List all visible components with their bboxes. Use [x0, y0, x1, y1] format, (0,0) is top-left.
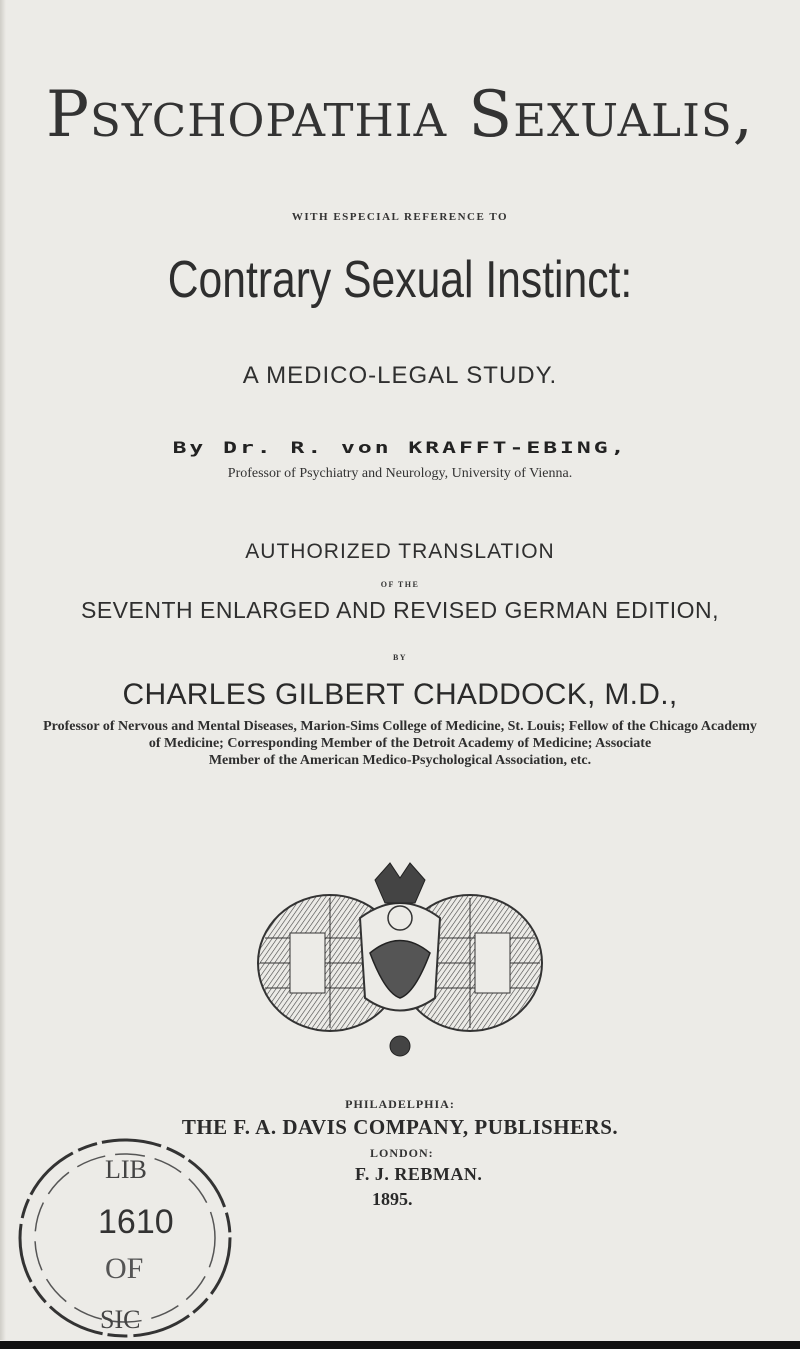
study-type: A MEDICO-LEGAL STUDY. — [242, 362, 558, 389]
of-the-label: OF THE — [380, 580, 420, 589]
edition-line: SEVENTH ENLARGED AND REVISED GERMAN EDITION, — [80, 597, 719, 623]
credential-line: Professor of Nervous and Mental Diseases, Marion-Sims College of Medicine, St. Louis; Fellow of the Chicago Academy — [43, 719, 757, 734]
reference-note: WITH ESPECIAL REFERENCE TO — [291, 211, 509, 223]
london-publisher: F. J. REBMAN. — [355, 1164, 483, 1184]
stamp-text: OF — [105, 1252, 144, 1285]
by-label: BY — [392, 653, 408, 662]
london-label: LONDON: — [370, 1146, 434, 1160]
credential-line: of Medicine; Corresponding Member of the Detroit Academy of Medicine; Associate — [148, 736, 652, 751]
stamp-text: 1610 — [98, 1203, 174, 1241]
publisher-name: THE F. A. DAVIS COMPANY, PUBLISHERS. — [181, 1115, 619, 1139]
book-title: Psychopathia Sexualis, — [45, 78, 755, 152]
author-line: By Dr. R. von KRAFFT-EBING, — [172, 438, 628, 458]
library-stamp — [10, 1133, 250, 1343]
stamp-text: LIB — [105, 1155, 147, 1184]
credential-line: Member of the American Medico-Psychological Association, etc. — [208, 753, 592, 768]
translator-credentials — [0, 718, 800, 769]
globe-publisher-emblem-icon — [250, 858, 550, 1058]
stamp-text: SIC — [100, 1305, 141, 1334]
bottom-edge — [0, 1341, 800, 1349]
publisher-city: PHILADELPHIA: — [345, 1097, 455, 1111]
book-subtitle: Contrary Sexual Instinct: — [167, 251, 633, 309]
publication-year: 1895. — [372, 1189, 413, 1209]
translator-name: CHARLES GILBERT CHADDOCK, M.D., — [122, 678, 678, 711]
author-position: Professor of Psychiatry and Neurology, University of Vienna. — [227, 466, 573, 481]
authorized-translation: AUTHORIZED TRANSLATION — [245, 540, 555, 563]
